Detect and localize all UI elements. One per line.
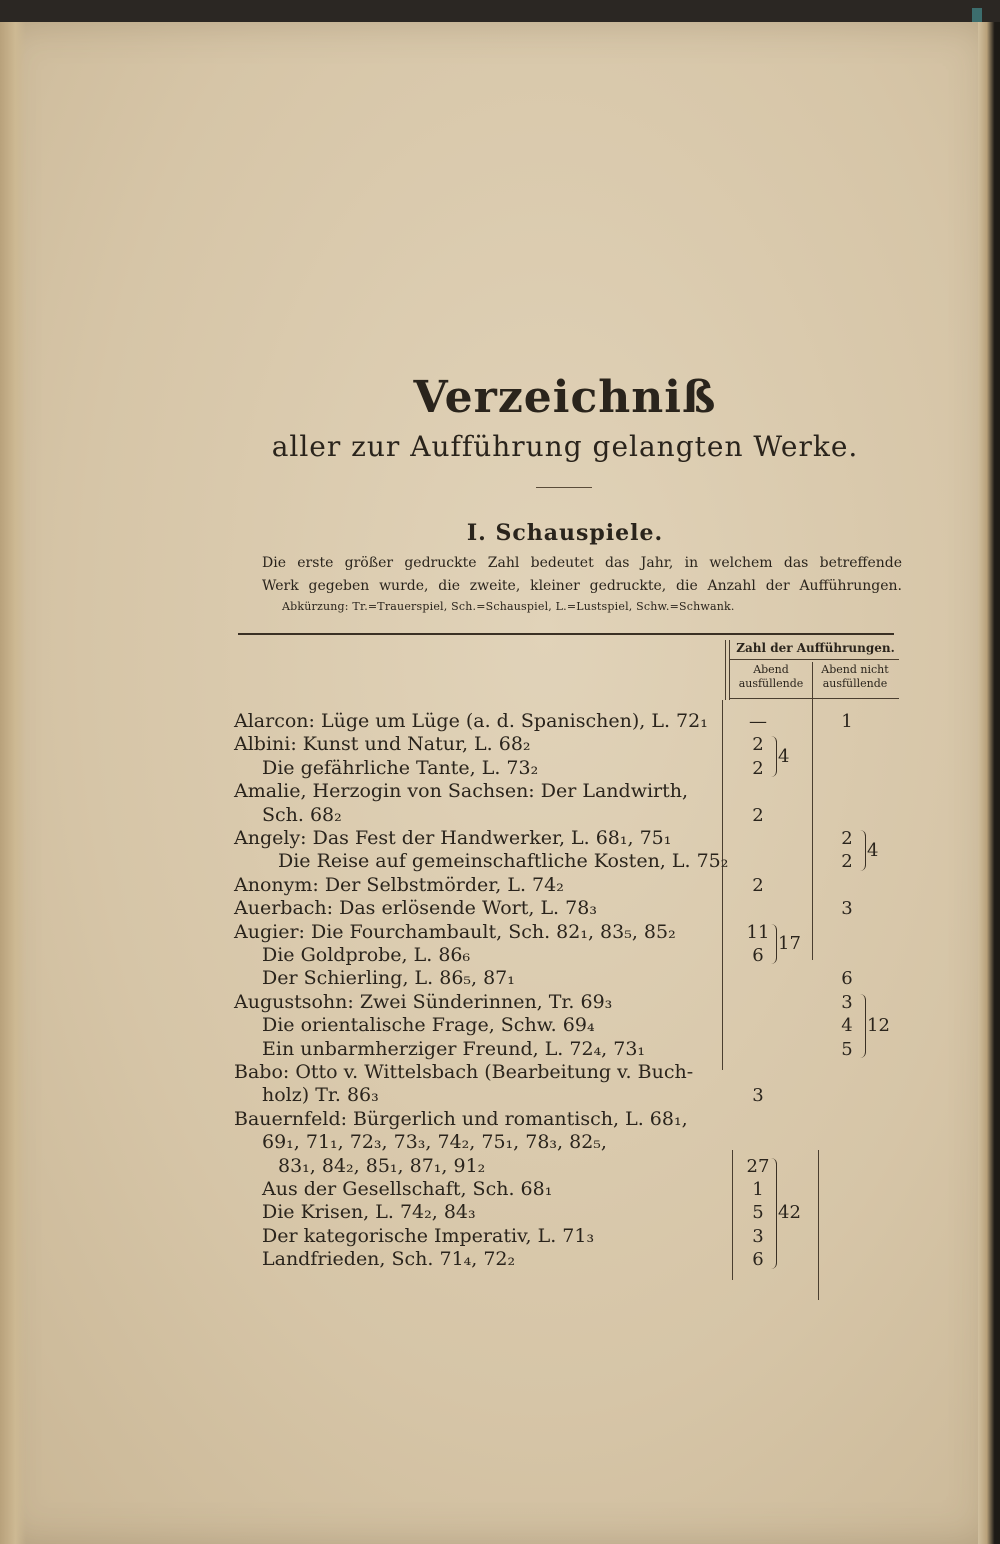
- performance-count: 3: [841, 991, 853, 1013]
- group-brace: [771, 736, 777, 777]
- entry-row: Albini: Kunst und Natur, L. 68₂: [234, 733, 531, 756]
- performance-count: —: [749, 711, 767, 732]
- group-total: 17: [778, 933, 801, 955]
- explanatory-note-line-1: Die erste größer gedruckte Zahl bedeutet das Jahr, in welchem das betreffende: [262, 555, 902, 571]
- group-total: 4: [867, 839, 879, 861]
- not-full-evening-header-line-2: ausfüllende: [822, 677, 888, 690]
- group-total: 4: [778, 746, 790, 768]
- column-line-middle-lower: [818, 1150, 819, 1300]
- performance-count: 2: [752, 874, 764, 896]
- performance-count: 2: [752, 757, 764, 779]
- performance-count: 2: [841, 828, 853, 849]
- explanatory-note-line-2: Werk gegeben wurde, die zweite, kleiner gedruckte, die Anzahl der Aufführungen.: [262, 578, 902, 594]
- performance-count: 1: [841, 711, 853, 732]
- title-divider: [536, 487, 592, 488]
- group-total: 12: [867, 1015, 890, 1037]
- group-brace: [860, 994, 866, 1058]
- performance-count: 3: [841, 898, 853, 920]
- full-evening-header-line-2: ausfüllende: [738, 677, 804, 690]
- not-full-evening-column-header: [813, 663, 897, 691]
- performance-count: 3: [752, 1085, 764, 1107]
- group-brace: [771, 924, 777, 965]
- performances-column-header: Zahl der Aufführungen.: [736, 641, 895, 655]
- entry-row: Die Krisen, L. 74₂, 84₃: [262, 1201, 476, 1224]
- entry-row: Augier: Die Fourchambault, Sch. 82₁, 83₅, 85₂: [234, 920, 676, 943]
- performance-count: 1: [752, 1179, 764, 1200]
- performance-count: 11: [746, 921, 770, 943]
- entry-row: Die Goldprobe, L. 86₆: [262, 944, 471, 966]
- page-title: Verzeichniß: [413, 372, 717, 423]
- group-total: 42: [778, 1202, 801, 1224]
- entry-row: Auerbach: Das erlösende Wort, L. 78₃: [234, 897, 597, 920]
- entry-row: Bauernfeld: Bürgerlich und romantisch, L. 68₁,: [234, 1107, 688, 1130]
- entry-row: 83₁, 84₂, 85₁, 87₁, 91₂: [278, 1154, 486, 1177]
- performance-count: 27: [746, 1155, 770, 1177]
- entry-row: Der Schierling, L. 86₅, 87₁: [262, 967, 515, 990]
- entry-row: Augustsohn: Zwei Sünderinnen, Tr. 69₃: [234, 990, 613, 1013]
- performance-count: 3: [752, 1225, 764, 1247]
- header-rule: [238, 633, 894, 635]
- not-full-evening-header-line-1: Abend nicht: [821, 663, 889, 676]
- performance-count: 6: [841, 968, 853, 990]
- entry-row: Anonym: Der Selbstmörder, L. 74₂: [234, 873, 564, 896]
- group-brace: [860, 830, 866, 871]
- full-evening-column-header: [729, 663, 813, 691]
- group-brace: [771, 1158, 777, 1269]
- performance-count: 6: [752, 945, 764, 966]
- entry-row: Babo: Otto v. Wittelsbach (Bearbeitung v. Buch-: [234, 1061, 694, 1083]
- entry-row: Amalie, Herzogin von Sachsen: Der Landwirth,: [234, 780, 689, 803]
- entry-row: Die gefährliche Tante, L. 73₂: [262, 756, 539, 779]
- entry-row: Ein unbarmherziger Freund, L. 72₄, 73₁: [262, 1037, 646, 1060]
- bookmark-tab: [972, 8, 982, 22]
- entry-row: Angely: Das Fest der Handwerker, L. 68₁, 75₁: [234, 827, 672, 849]
- column-subheader-rule: [729, 698, 899, 699]
- entry-row: 69₁, 71₁, 72₃, 73₃, 74₂, 75₁, 78₃, 82₅,: [262, 1131, 607, 1154]
- column-header-rule: [729, 659, 899, 660]
- performance-count: 5: [841, 1038, 853, 1060]
- page-subtitle: aller zur Aufführung gelangten Werke.: [271, 430, 859, 463]
- entry-row: holz) Tr. 86₃: [262, 1084, 379, 1107]
- performance-count: 4: [841, 1015, 853, 1037]
- performance-count: 2: [841, 851, 853, 873]
- performance-count: 5: [752, 1202, 764, 1224]
- page-gutter: [0, 22, 26, 1544]
- entry-row: Der kategorische Imperativ, L. 71₃: [262, 1224, 595, 1247]
- entry-row: Die orientalische Frage, Schw. 69₄: [262, 1014, 595, 1037]
- column-line-middle: [812, 700, 813, 960]
- column-line-left: [722, 700, 723, 1070]
- entry-row: Sch. 68₂: [262, 803, 342, 826]
- entry-row: Alarcon: Lüge um Lüge (a. d. Spanischen), L. 72₁: [234, 710, 708, 732]
- entry-row: Die Reise auf gemeinschaftliche Kosten, L. 75₂: [278, 850, 729, 873]
- column-divider-outer: [725, 640, 726, 700]
- entry-row: Landfrieden, Sch. 71₄, 72₂: [262, 1248, 516, 1271]
- entry-row: Aus der Gesellschaft, Sch. 68₁: [262, 1178, 553, 1200]
- page-edge: [978, 22, 1000, 1544]
- performance-count: 2: [752, 734, 764, 756]
- abbreviations-note: Abkürzung: Tr.=Trauerspiel, Sch.=Schauspiel, L.=Lustspiel, Schw.=Schwank.: [282, 600, 735, 613]
- performance-count: 6: [752, 1249, 764, 1271]
- section-heading: I. Schauspiele.: [466, 520, 664, 546]
- performance-count: 2: [752, 804, 764, 826]
- full-evening-header-line-1: Abend: [753, 663, 789, 676]
